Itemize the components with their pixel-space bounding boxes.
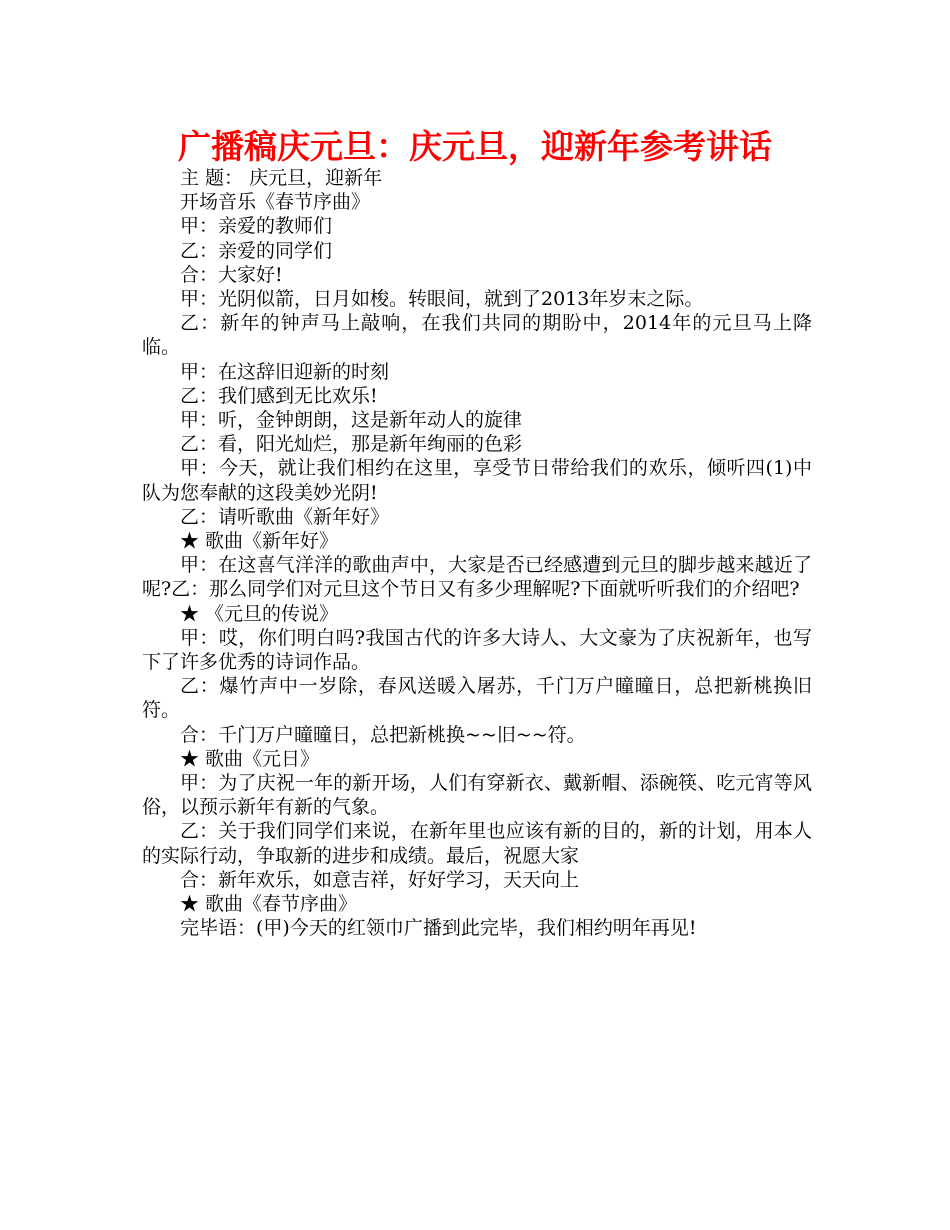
paragraph-line: 甲：在这辞旧迎新的时刻 xyxy=(180,360,390,383)
program-item: ★ 歌曲《新年好》 xyxy=(180,530,339,553)
paragraph-line: 甲：为了庆祝一年的新开场，人们有穿新衣、戴新帽、添碗筷、吃元宵等风俗，以预示新年有新的气象。 xyxy=(142,772,812,819)
paragraph-line: 甲：在这喜气洋洋的歌曲声中，大家是否已经感遭到元旦的脚步越来越近了呢?乙：那么同学们对元旦这个节日又有多少理解呢?下面就听听我们的介绍吧? xyxy=(142,554,812,601)
paragraph-line: 甲：光阴似箭，日月如梭。转眼间，就到了2013年岁末之际。 xyxy=(180,288,704,311)
paragraph-theme: 主 题： 庆元旦，迎新年 xyxy=(180,167,383,189)
paragraph-line: 甲：今天，就让我们相约在这里，享受节日带给我们的欢乐，倾听四(1)中队为您奉献的这段美妙光阴! xyxy=(142,457,812,504)
paragraph-line: 乙：我们感到无比欢乐! xyxy=(180,384,378,407)
paragraph-line: 甲：亲爱的教师们 xyxy=(180,215,333,238)
paragraph-line: 合：新年欢乐，如意吉祥，好好学习，天天向上 xyxy=(180,868,580,891)
paragraph-line: 合：大家好! xyxy=(180,263,283,286)
paragraph-line: 甲：听，金钟朗朗，这是新年动人的旋律 xyxy=(180,409,523,432)
paragraph-closing: 完毕语：(甲)今天的红领巾广播到此完毕，我们相约明年再见! xyxy=(180,917,697,940)
program-item: ★ 歌曲《元日》 xyxy=(180,747,320,770)
program-item: ★ 歌曲《春节序曲》 xyxy=(180,893,358,916)
paragraph-opening-music: 开场音乐《春节序曲》 xyxy=(180,191,371,214)
document-body xyxy=(142,166,812,941)
paragraph-line: 乙：请听歌曲《新年好》 xyxy=(180,505,390,528)
paragraph-line: 合：千门万户曈曈日，总把新桃换~~旧~~符。 xyxy=(180,723,586,746)
paragraph-line: 乙：关于我们同学们来说，在新年里也应该有新的目的，新的计划，用本人的实际行动，争取新的进步和成绩。最后，祝愿大家 xyxy=(142,820,812,867)
document-title: 广播稿庆元旦：庆元旦，迎新年参考讲话 xyxy=(178,127,772,166)
paragraph-line: 乙：新年的钟声马上敲响，在我们共同的期盼中，2014年的元旦马上降临。 xyxy=(142,312,812,359)
paragraph-line: 乙：看，阳光灿烂，那是新年绚丽的色彩 xyxy=(180,433,523,456)
paragraph-line: 乙：爆竹声中一岁除，春风送暖入屠苏，千门万户曈曈日，总把新桃换旧符。 xyxy=(142,675,812,722)
paragraph-line: 乙：亲爱的同学们 xyxy=(180,239,333,262)
program-item: ★ 《元旦的传说》 xyxy=(180,602,339,625)
paragraph-line: 甲：哎，你们明白吗?我国古代的许多大诗人、大文豪为了庆祝新年，也写下了许多优秀的诗词作品。 xyxy=(142,626,812,674)
